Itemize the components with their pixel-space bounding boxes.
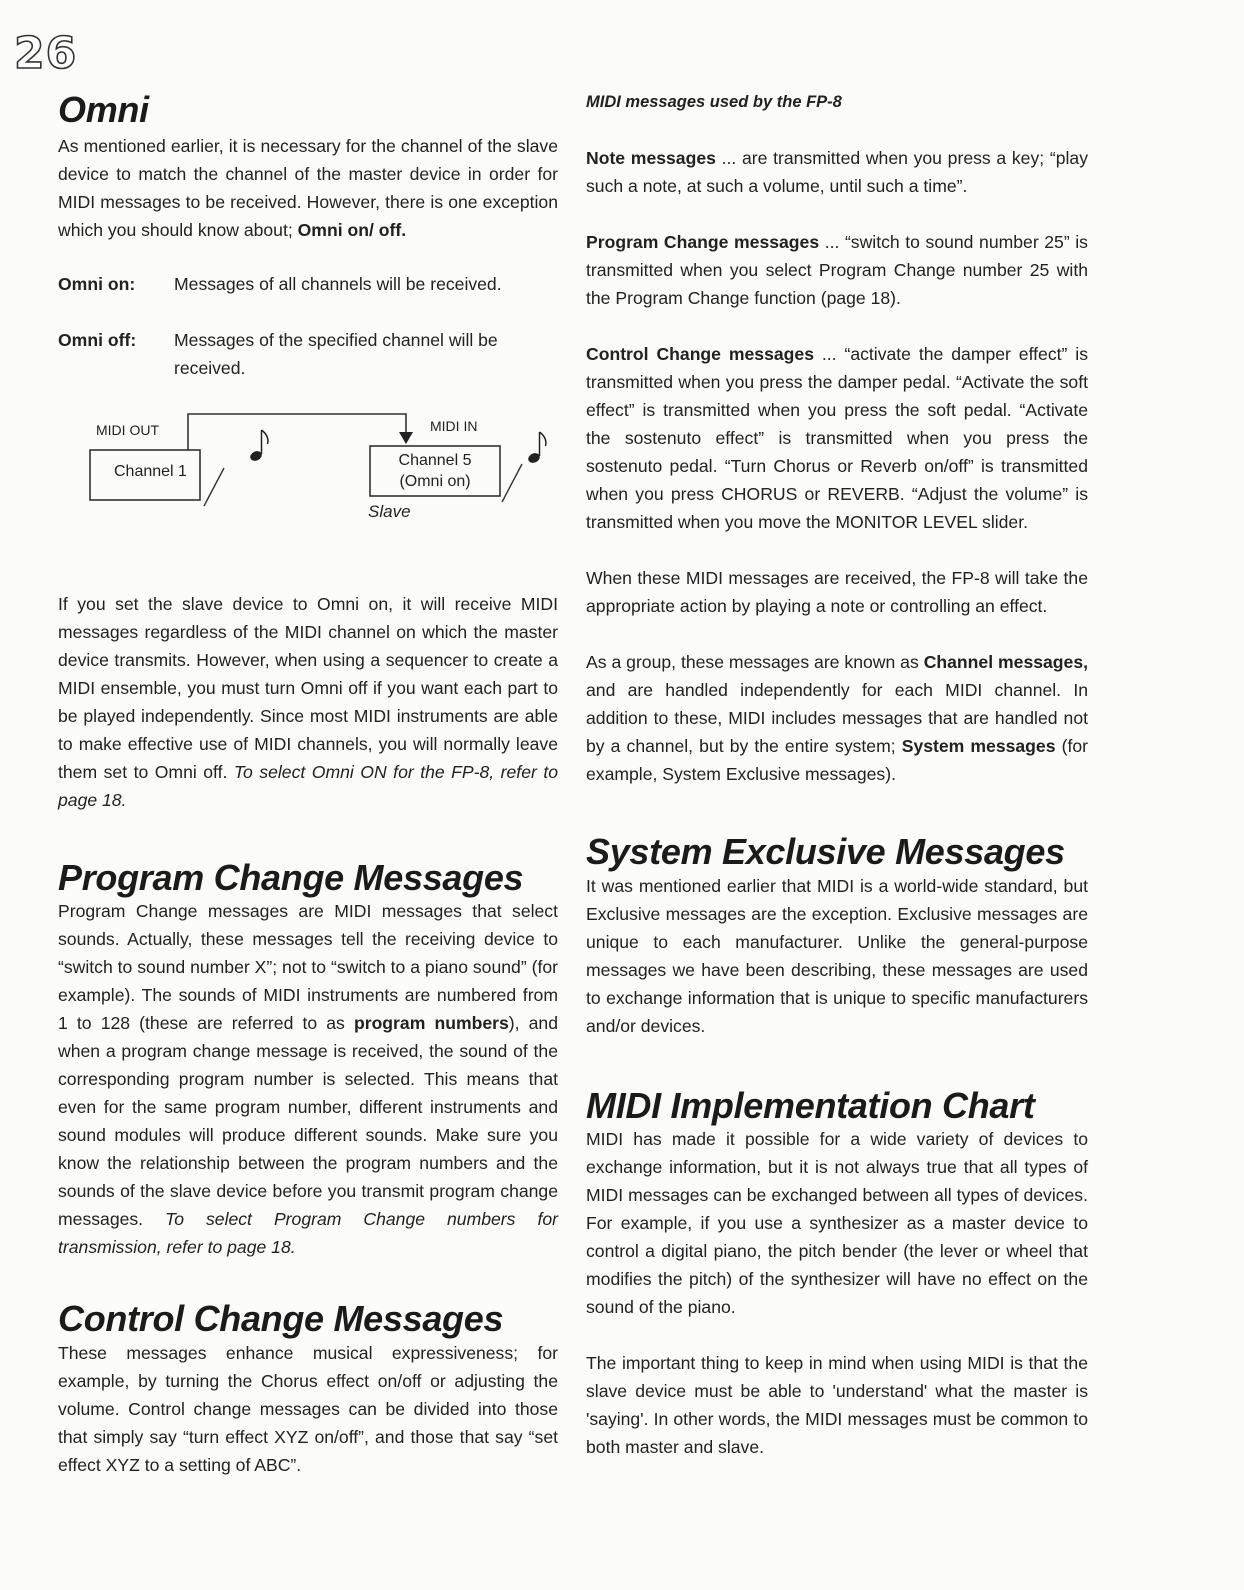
slave-note-icon — [502, 432, 546, 502]
right-column — [586, 84, 1088, 1461]
omni-on-definition — [58, 270, 558, 298]
omni-intro: As mentioned earlier, it is necessary for the channel of the slave device to match the channel of the master device in order for MIDI messages to be received. However, there is one exception which you should know about; Omni on/ off. — [58, 135, 558, 240]
system-exclusive-heading: System Exclusive Messages — [586, 831, 1065, 872]
control-change-body: These messages enhance musical expressiveness; for example, by turning the Chorus effect on/off or adjusting the volume. Control change messages can be divided into those that simply say “turn effect XYZ on/off”, and those that say “set effect XYZ to a setting of ABC”. — [58, 1342, 558, 1475]
omni-on-desc: Messages of all channels will be received. — [174, 273, 502, 294]
slave-label: Slave — [368, 501, 411, 521]
midi-cable-line — [188, 414, 406, 450]
implementation-chart-body-1: MIDI has made it possible for a wide variety of devices to exchange information, but it is not always true that all types of MIDI messages can be exchanged between all types of devices. For example, if you use a synthesizer as a master device to control a digital piano, the pitch bender (the lever or wheel that modifies the pitch) of the synthesizer will have no effect on the sound of the piano. — [586, 1129, 1088, 1318]
omni-body: If you set the slave device to Omni on, it will receive MIDI messages regardless of the MIDI channel on which the master device transmits. However, when using a sequencer to create a MIDI ensemble, you must turn Omni off if you want each part to be played independently. Since most MIDI instruments are able to make effective use of MIDI channels, you will normally leave them set to Omni off. To select Omni ON for the FP-8, refer to page 18. — [58, 593, 559, 810]
omni-off-desc: Messages of the specified channel will be received. — [174, 329, 498, 378]
received-paragraph: When these MIDI messages are received, the FP-8 will take the appropriate action by playing a note or controlling an effect. — [586, 568, 1088, 616]
implementation-chart-body-2: The important thing to keep in mind when using MIDI is that the slave device must be able to 'understand' what the master is 'saying'. In other words, the MIDI messages must be common to both master and slave. — [586, 1353, 1088, 1458]
page-number: 26 — [14, 28, 78, 79]
program-change-heading: Program Change Messages — [58, 856, 524, 898]
omni-on-term: Omni on: — [58, 273, 136, 294]
system-exclusive-body: It was mentioned earlier that MIDI is a world-wide standard, but Exclusive messages are the exception. Exclusive messages are unique to each manufacturer. Unlike the general-purpose messages we have been describing, these messages are used to exchange information that is unique to specific manufacturers and/or devices. — [586, 875, 1088, 1036]
midi-out-label: MIDI OUT — [96, 421, 159, 438]
omni-off-term: Omni off: — [58, 329, 137, 350]
implementation-chart-heading: MIDI Implementation Chart — [586, 1084, 1035, 1126]
fp8-messages-heading: MIDI messages used by the FP-8 — [586, 93, 842, 111]
control-change-messages-paragraph: Control Change messages ... “activate the damper effect” is transmitted when you press the damper pedal. “Activate the soft effect” is transmitted when you press the soft pedal. “Activate the sostenuto effect” is transmitted when you press the sostenuto pedal. “Turn Chorus or Reverb on/off” is transmitted when you press CHORUS or REVERB. “Adjust the volume” is transmitted when you move the MONITOR LEVEL slider. — [586, 344, 1088, 532]
program-change-body: Program Change messages are MIDI messages that select sounds. Actually, these messages tell the receiving device to “switch to sound number X”; not to “switch to a piano sound” (for example). The sounds of MIDI instruments are numbered from 1 to 128 (these are referred to as program numbers), and when a program change message is received, the sound of the corresponding program number is selected. This means that even for the same program number, different instruments and sound modules will produce different sounds. Make sure you know the relationship between the program numbers and the sounds of the slave device before you transmit program change messages. To select Program Change numbers for transmission, refer to page 18. — [58, 901, 558, 1258]
left-column — [58, 84, 558, 1479]
midi-in-label: MIDI IN — [430, 417, 478, 434]
omni-heading: Omni — [58, 89, 149, 130]
note-messages-paragraph: Note messages ... are transmitted when you press a key; “play such a note, at such a volume, until such a time”. — [586, 148, 1088, 196]
omni-diagram — [58, 398, 558, 548]
master-note-icon — [204, 430, 268, 506]
master-channel-label: Channel 1 — [114, 462, 187, 480]
midi-in-arrow-icon — [399, 432, 413, 444]
channel-messages-paragraph: As a group, these messages are known as Channel messages, and are handled independently for each MIDI channel. In addition to these, MIDI includes messages that are handled not by a channel, but by the entire system; System messages (for example, System Exclusive messages). — [586, 652, 1089, 784]
omni-off-definition — [58, 326, 558, 382]
program-change-messages-paragraph: Program Change messages ... “switch to sound number 25” is transmitted when you select Program Change number 25 with the Program Change function (page 18). — [586, 232, 1088, 308]
control-change-heading: Control Change Messages — [58, 1298, 504, 1340]
slave-channel-label: Channel 5 (Omni on) — [398, 451, 472, 490]
